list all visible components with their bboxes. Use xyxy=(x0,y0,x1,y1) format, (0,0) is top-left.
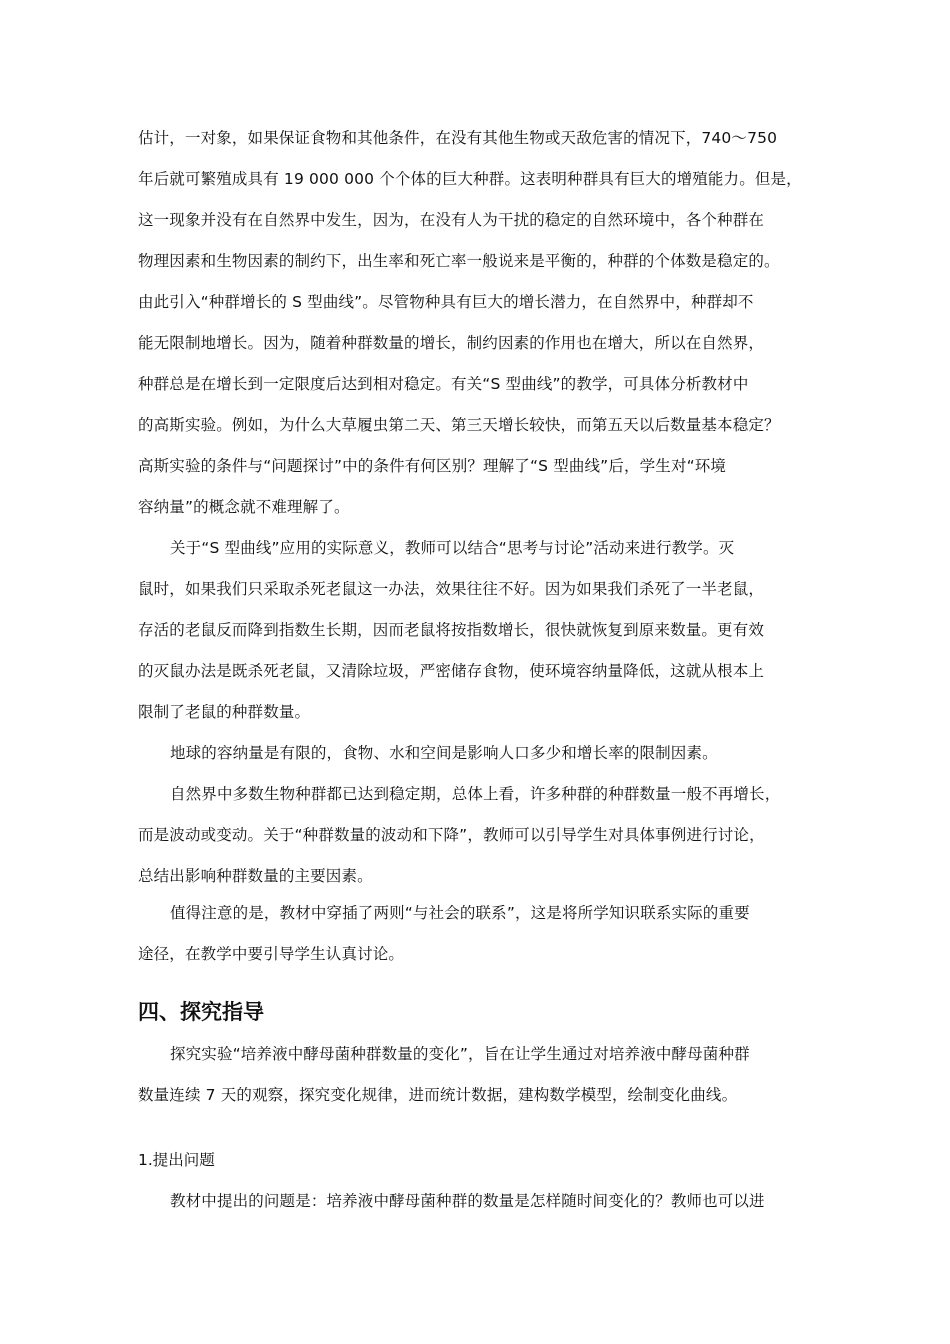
paragraph-line: 种群总是在增长到一定限度后达到相对稳定。有关“S 型曲线”的教学，可具体分析教材中 xyxy=(138,375,749,393)
paragraph-line: 数量连续 7 天的观察，探究变化规律，进而统计数据，建构数学模型，绘制变化曲线。 xyxy=(138,1086,738,1104)
paragraph-line: 容纳量”的概念就不难理解了。 xyxy=(138,498,350,516)
paragraph-line: 教材中提出的问题是：培养液中酵母菌种群的数量是怎样随时间变化的？教师也可以进 xyxy=(170,1192,765,1210)
paragraph-line: 自然界中多数生物种群都已达到稳定期，总体上看，许多种群的种群数量一般不再增长， xyxy=(170,785,781,803)
paragraph-line: 存活的老鼠反而降到指数生长期，因而老鼠将按指数增长，很快就恢复到原来数量。更有效 xyxy=(138,621,765,639)
paragraph-line: 物理因素和生物因素的制约下，出生率和死亡率一般说来是平衡的，种群的个体数是稳定的。 xyxy=(138,252,780,270)
paragraph-line: 由此引入“种群增长的 S 型曲线”。尽管物种具有巨大的增长潜力，在自然界中，种群却不 xyxy=(138,293,754,311)
paragraph-line: 限制了老鼠的种群数量。 xyxy=(138,703,311,721)
paragraph-line: 这一现象并没有在自然界中发生，因为，在没有人为干扰的稳定的自然环境中，各个种群在 xyxy=(138,211,765,229)
paragraph-line: 关于“S 型曲线”应用的实际意义，教师可以结合“思考与讨论”活动来进行教学。灭 xyxy=(170,539,735,557)
paragraph-line: 估计，一对象，如果保证食物和其他条件，在没有其他生物或天敌危害的情况下，740～750 xyxy=(138,129,778,147)
paragraph-line: 高斯实验的条件与“问题探讨”中的条件有何区别？理解了“S 型曲线”后，学生对“环境 xyxy=(138,457,727,475)
paragraph-line: 能无限制地增长。因为，随着种群数量的增长，制约因素的作用也在增大，所以在自然界， xyxy=(138,334,765,352)
paragraph-line: 探究实验“培养液中酵母菌种群数量的变化”，旨在让学生通过对培养液中酵母菌种群 xyxy=(170,1045,750,1063)
paragraph-line: 地球的容纳量是有限的，食物、水和空间是影响人口多少和增长率的限制因素。 xyxy=(170,744,718,762)
paragraph-line: 值得注意的是，教材中穿插了两则“与社会的联系”，这是将所学知识联系实际的重要 xyxy=(170,904,750,922)
paragraph-line: 鼠时，如果我们只采取杀死老鼠这一办法，效果往往不好。因为如果我们杀死了一半老鼠， xyxy=(138,580,765,598)
paragraph-line: 而是波动或变动。关于“种群数量的波动和下降”，教师可以引导学生对具体事例进行讨论， xyxy=(138,826,765,844)
paragraph-line: 的灭鼠办法是既杀死老鼠，又清除垃圾，严密储存食物，使环境容纳量降低，这就从根本上 xyxy=(138,662,765,680)
subsection-heading: 1.提出问题 xyxy=(138,1151,215,1169)
paragraph-line: 的高斯实验。例如，为什么大草履虫第二天、第三天增长较快，而第五天以后数量基本稳定？ xyxy=(138,416,780,434)
paragraph-line: 总结出影响种群数量的主要因素。 xyxy=(138,867,373,885)
paragraph-line: 年后就可繁殖成具有 19 000 000 个个体的巨大种群。这表明种群具有巨大的增殖能力。但是， xyxy=(138,170,802,188)
section-heading: 四、探究指导 xyxy=(138,1000,264,1024)
paragraph-line: 途径，在教学中要引导学生认真讨论。 xyxy=(138,945,405,963)
